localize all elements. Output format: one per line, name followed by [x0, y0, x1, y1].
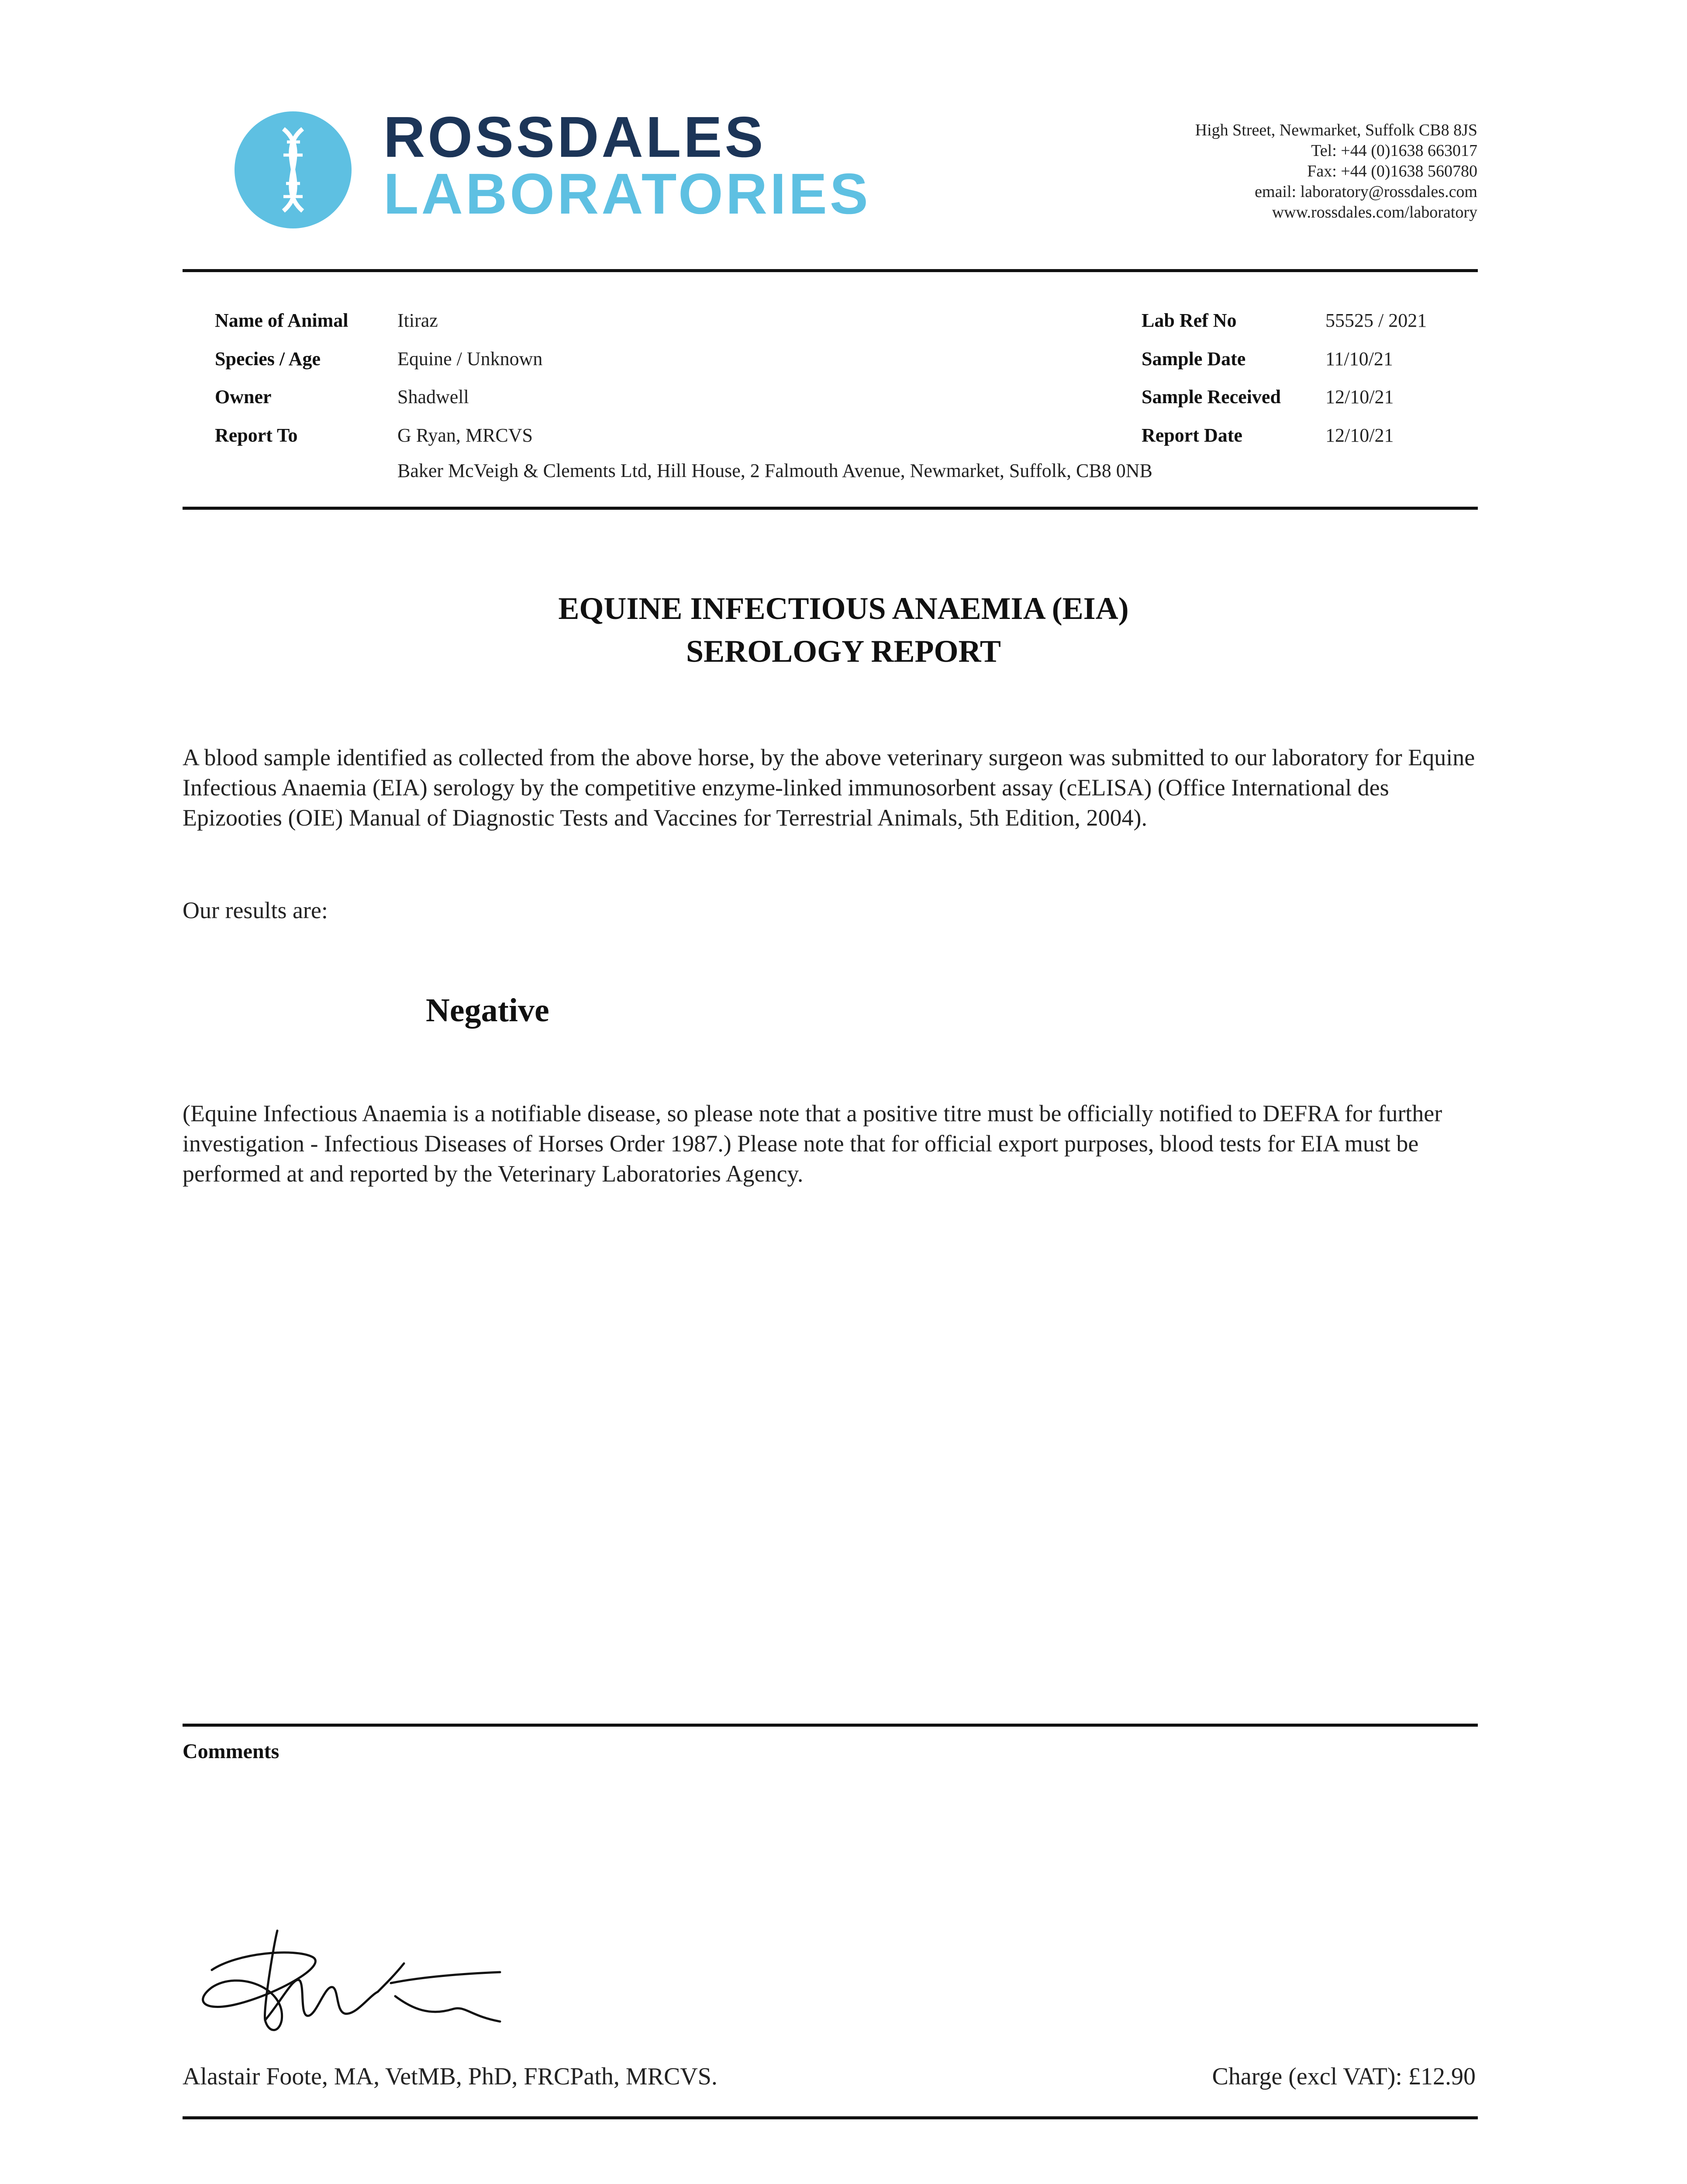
footer-divider: [183, 2116, 1478, 2119]
logo-circle: [235, 111, 352, 228]
comments-divider: [183, 1724, 1478, 1727]
address-tel: Tel: +44 (0)1638 663017: [1311, 142, 1477, 160]
label-owner: Owner: [215, 386, 272, 408]
address-email: email: laboratory@rossdales.com: [1255, 183, 1477, 201]
header-divider: [183, 269, 1478, 272]
value-report-date: 12/10/21: [1325, 425, 1394, 446]
label-report-date: Report Date: [1142, 425, 1242, 446]
label-sample-received: Sample Received: [1142, 386, 1281, 408]
address-web: www.rossdales.com/laboratory: [1272, 203, 1477, 221]
address-street: High Street, Newmarket, Suffolk CB8 8JS: [1195, 121, 1477, 139]
value-name-of-animal: Itiraz: [397, 310, 438, 331]
details-divider: [183, 507, 1478, 510]
lab-address: [1195, 120, 1477, 223]
intro-paragraph: A blood sample identified as collected from the above horse, by the above veterinary surgeon was submitted to our laboratory for Equine Infectious Anaemia (EIA) serology by the competitive enzyme-linked immunosorbent assay (cELISA) (Office International des Epizooties (OIE) Manual of Diagnostic Tests and Vaccines for Terrestrial Animals, 5th Edition, 2004).: [183, 744, 1475, 831]
value-species-age: Equine / Unknown: [397, 348, 543, 370]
value-owner: Shadwell: [397, 386, 469, 408]
value-sample-received: 12/10/21: [1325, 386, 1394, 408]
brand-name-line2: LABORATORIES: [383, 162, 871, 226]
label-sample-date: Sample Date: [1142, 348, 1246, 370]
value-sample-date: 11/10/21: [1325, 348, 1393, 370]
dna-helix-icon: [235, 111, 352, 228]
address-fax: Fax: +44 (0)1638 560780: [1307, 162, 1477, 180]
signatory-name: Alastair Foote, MA, VetMB, PhD, FRCPath, MRCVS.: [183, 2063, 718, 2090]
value-report-to: G Ryan, MRCVS: [397, 425, 533, 446]
brand-name-line1: ROSSDALES: [383, 105, 766, 169]
value-lab-ref: 55525 / 2021: [1325, 310, 1427, 331]
label-name-of-animal: Name of Animal: [215, 310, 348, 331]
label-lab-ref: Lab Ref No: [1142, 310, 1237, 331]
label-report-to: Report To: [215, 425, 298, 446]
report-title-line2: SEROLOGY REPORT: [686, 634, 1001, 669]
comments-heading: Comments: [183, 1740, 279, 1763]
report-title-line1: EQUINE INFECTIOUS ANAEMIA (EIA): [558, 591, 1129, 626]
charge-amount: Charge (excl VAT): £12.90: [1212, 2063, 1476, 2090]
result-value: Negative: [426, 992, 549, 1029]
results-lead: Our results are:: [183, 897, 328, 923]
value-report-to-address: Baker McVeigh & Clements Ltd, Hill House, 2 Falmouth Avenue, Newmarket, Suffolk, CB8 0NB: [397, 460, 1152, 481]
label-species-age: Species / Age: [215, 348, 321, 370]
notifiable-note: (Equine Infectious Anaemia is a notifiable disease, so please note that a positive titre must be officially notified to DEFRA for further investigation - Infectious Diseases of Horses Order 1987.) Please note that for official export purposes, blood tests for EIA must be performed at and reported by the Veterinary Laboratories Agency.: [183, 1100, 1442, 1187]
signature-image: [186, 1922, 526, 2040]
